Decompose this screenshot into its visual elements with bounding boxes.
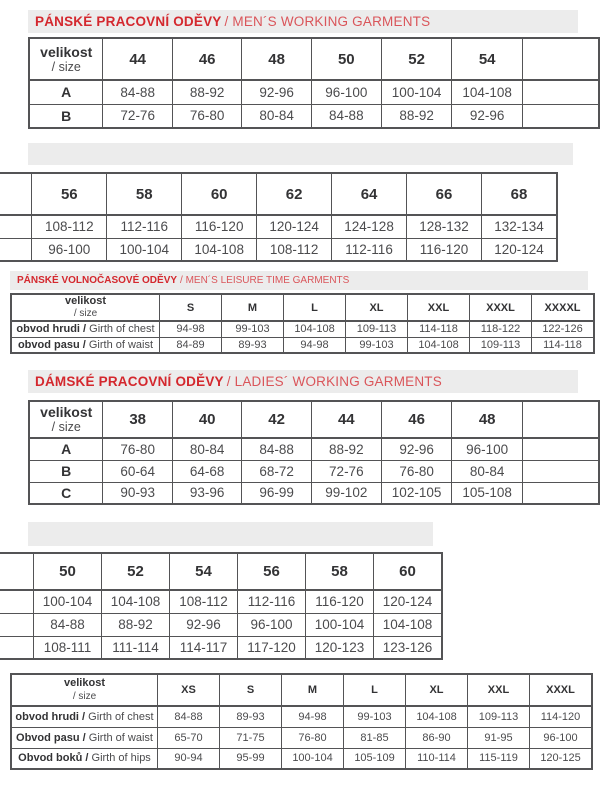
section-header-mens-working: [28, 10, 578, 33]
row-label-cz: obvod hrudi /: [15, 710, 86, 723]
row-label-cz: Obvod pasu /: [16, 731, 86, 744]
size-range-cell: 104-108: [374, 613, 443, 636]
size-column-header: S: [160, 294, 222, 321]
size-column-header: 46: [172, 38, 241, 80]
measurement-row-label: B: [29, 460, 103, 482]
size-column-header: 50: [311, 38, 381, 80]
measurement-row-label: A: [29, 438, 103, 460]
clipped-column-stub: [522, 401, 599, 438]
size-range-cell: 124-128: [332, 215, 407, 238]
size-column-header: M: [282, 674, 344, 706]
size-range-cell: 84-88: [103, 80, 172, 104]
size-range-cell: 76-80: [172, 104, 241, 128]
spacer-bar-mens: [28, 143, 573, 165]
size-range-cell: 117-120: [238, 636, 306, 659]
size-range-cell: 96-100: [452, 438, 523, 460]
table-mens-leisure-sizes: [10, 293, 595, 354]
size-range-cell: 72-76: [103, 104, 172, 128]
corner-label-en: / size: [72, 690, 97, 702]
size-column-header: XXL: [408, 294, 470, 321]
corner-label-cz: velikost: [65, 295, 106, 307]
size-column-header: XL: [406, 674, 468, 706]
row-label-cz: obvod hrudi /: [16, 323, 87, 336]
size-column-header: 54: [452, 38, 523, 80]
size-range-cell: 96-99: [242, 482, 311, 504]
row-label-en: Girth of chest: [85, 710, 154, 723]
size-column-header: XXXL: [530, 674, 593, 706]
size-range-cell: 104-108: [182, 238, 257, 261]
size-range-cell: 84-89: [160, 337, 222, 353]
size-range-cell: 120-124: [481, 238, 557, 261]
size-range-cell: 105-109: [344, 748, 406, 769]
size-range-cell: 100-104: [282, 748, 344, 769]
size-range-cell: 114-118: [532, 337, 595, 353]
size-range-cell: 84-88: [242, 438, 311, 460]
size-range-cell: 80-84: [452, 460, 523, 482]
size-column-header: M: [222, 294, 284, 321]
clipped-cell: [522, 438, 599, 460]
corner-label-cz: velikost: [64, 677, 105, 690]
section-header-ladies-working: [28, 370, 578, 393]
size-range-cell: 104-108: [408, 337, 470, 353]
size-range-cell: 128-132: [407, 215, 482, 238]
size-range-cell: 108-111: [34, 636, 102, 659]
size-range-cell: 100-104: [381, 80, 452, 104]
size-column-header: 56: [32, 173, 107, 215]
size-range-cell: 96-100: [311, 80, 381, 104]
size-range-cell: 89-93: [222, 337, 284, 353]
size-range-cell: 92-96: [242, 80, 311, 104]
size-range-cell: 100-104: [107, 238, 182, 261]
size-label-header: [11, 674, 158, 706]
corner-label-cz: velikost: [40, 43, 93, 60]
size-range-cell: 112-116: [332, 238, 407, 261]
clipped-cell: [522, 80, 599, 104]
clipped-cell: [522, 460, 599, 482]
measurement-row-label: [11, 727, 158, 748]
size-range-cell: 105-108: [452, 482, 523, 504]
size-column-header: 46: [381, 401, 452, 438]
table-mens-working-sizes-44-54: [28, 37, 600, 129]
size-range-cell: 88-92: [102, 613, 170, 636]
size-range-cell: 84-88: [34, 613, 102, 636]
size-range-cell: 99-103: [344, 706, 406, 727]
size-range-cell: 64-68: [172, 460, 241, 482]
size-range-cell: 92-96: [170, 613, 238, 636]
size-range-cell: 111-114: [102, 636, 170, 659]
size-range-cell: 76-80: [381, 460, 452, 482]
section-title-en: / LADIES´ WORKING GARMENTS: [226, 374, 442, 389]
table-mens-working-sizes-56-68: [0, 172, 558, 262]
corner-label-en: / size: [51, 420, 81, 435]
size-label-header: [29, 401, 103, 438]
size-range-cell: 120-123: [306, 636, 374, 659]
size-range-cell: 116-120: [182, 215, 257, 238]
size-column-header: 52: [102, 553, 170, 590]
size-label-header: [11, 294, 160, 321]
table-ladies-working-sizes-50-60: [0, 552, 443, 660]
size-column-header: 48: [452, 401, 523, 438]
measurement-row-label: [11, 706, 158, 727]
size-range-cell: 109-113: [470, 337, 532, 353]
size-range-cell: 120-124: [374, 590, 443, 613]
size-range-cell: 88-92: [311, 438, 381, 460]
size-range-cell: 123-126: [374, 636, 443, 659]
clipped-cell: [0, 238, 32, 261]
size-range-cell: 102-105: [381, 482, 452, 504]
size-range-cell: 94-98: [160, 321, 222, 337]
size-range-cell: 96-100: [32, 238, 107, 261]
measurement-row-label: [11, 337, 160, 353]
size-column-header: 50: [34, 553, 102, 590]
row-label-en: Girth of waist: [85, 338, 154, 351]
size-column-header: XXL: [468, 674, 530, 706]
size-column-header: L: [344, 674, 406, 706]
size-column-header: 54: [170, 553, 238, 590]
measurement-row-label: [11, 321, 160, 337]
row-label-cz: obvod pasu /: [17, 338, 86, 351]
row-label-cz: Obvod boků /: [18, 752, 89, 765]
clipped-cell: [522, 104, 599, 128]
clipped-cell: [0, 215, 32, 238]
size-range-cell: 93-96: [172, 482, 241, 504]
section-title-cz: DÁMSKÉ PRACOVNÍ ODĚVY: [35, 374, 224, 389]
size-column-header: 58: [306, 553, 374, 590]
size-range-cell: 100-104: [306, 613, 374, 636]
clipped-cell: [0, 636, 34, 659]
size-range-cell: 94-98: [284, 337, 346, 353]
size-range-cell: 114-118: [408, 321, 470, 337]
size-range-cell: 92-96: [381, 438, 452, 460]
size-range-cell: 81-85: [344, 727, 406, 748]
clipped-column-stub: [522, 38, 599, 80]
size-column-header: 48: [242, 38, 311, 80]
size-range-cell: 68-72: [242, 460, 311, 482]
size-range-cell: 86-90: [406, 727, 468, 748]
size-range-cell: 110-114: [406, 748, 468, 769]
size-range-cell: 109-113: [468, 706, 530, 727]
size-range-cell: 104-108: [406, 706, 468, 727]
size-range-cell: 96-100: [530, 727, 593, 748]
size-range-cell: 76-80: [282, 727, 344, 748]
size-range-cell: 92-96: [452, 104, 523, 128]
size-range-cell: 76-80: [103, 438, 172, 460]
size-range-cell: 112-116: [238, 590, 306, 613]
size-range-cell: 132-134: [481, 215, 557, 238]
size-range-cell: 88-92: [381, 104, 452, 128]
size-range-cell: 116-120: [407, 238, 482, 261]
clipped-column-stub: [0, 173, 32, 215]
size-range-cell: 116-120: [306, 590, 374, 613]
measurement-row-label: B: [29, 104, 103, 128]
size-column-header: 66: [407, 173, 482, 215]
size-column-header: 42: [242, 401, 311, 438]
section-header-mens-leisure: [10, 271, 588, 290]
size-column-header: 52: [381, 38, 452, 80]
section-title-cz: PÁNSKÉ VOLNOČASOVÉ ODĚVY: [17, 275, 178, 286]
size-range-cell: 96-100: [238, 613, 306, 636]
size-column-header: 44: [311, 401, 381, 438]
size-range-cell: 115-119: [468, 748, 530, 769]
size-range-cell: 80-84: [172, 438, 241, 460]
size-range-cell: 104-108: [102, 590, 170, 613]
corner-label-cz: velikost: [40, 404, 93, 421]
section-title-cz: PÁNSKÉ PRACOVNÍ ODĚVY: [35, 14, 222, 29]
size-range-cell: 108-112: [170, 590, 238, 613]
size-range-cell: 65-70: [158, 727, 220, 748]
size-column-header: 58: [107, 173, 182, 215]
size-range-cell: 122-126: [532, 321, 595, 337]
size-range-cell: 112-116: [107, 215, 182, 238]
size-label-header: [29, 38, 103, 80]
size-column-header: 56: [238, 553, 306, 590]
clipped-cell: [0, 590, 34, 613]
size-range-cell: 91-95: [468, 727, 530, 748]
size-range-cell: 109-113: [346, 321, 408, 337]
size-range-cell: 90-93: [103, 482, 172, 504]
size-range-cell: 99-102: [311, 482, 381, 504]
size-range-cell: 118-122: [470, 321, 532, 337]
size-range-cell: 60-64: [103, 460, 172, 482]
size-column-header: 60: [374, 553, 443, 590]
size-column-header: XXXL: [470, 294, 532, 321]
measurement-row-label: A: [29, 80, 103, 104]
clipped-column-stub: [0, 553, 34, 590]
section-title-en: / MEN´S LEISURE TIME GARMENTS: [180, 275, 350, 286]
size-column-header: XS: [158, 674, 220, 706]
size-range-cell: 88-92: [172, 80, 241, 104]
size-column-header: 38: [103, 401, 172, 438]
size-range-cell: 99-103: [346, 337, 408, 353]
size-column-header: XL: [346, 294, 408, 321]
measurement-row-label: [11, 748, 158, 769]
row-label-en: Girth of hips: [88, 752, 151, 765]
measurement-row-label: C: [29, 482, 103, 504]
size-range-cell: 120-124: [257, 215, 332, 238]
size-range-cell: 120-125: [530, 748, 593, 769]
size-column-header: S: [220, 674, 282, 706]
size-range-cell: 108-112: [257, 238, 332, 261]
size-range-cell: 99-103: [222, 321, 284, 337]
size-range-cell: 71-75: [220, 727, 282, 748]
row-label-en: Girth of waist: [85, 731, 153, 744]
size-range-cell: 84-88: [158, 706, 220, 727]
size-range-cell: 80-84: [242, 104, 311, 128]
section-title-en: / MEN´S WORKING GARMENTS: [224, 14, 431, 29]
size-range-cell: 104-108: [452, 80, 523, 104]
table-ladies-leisure-sizes: [10, 673, 593, 770]
corner-label-en: / size: [73, 308, 98, 320]
size-column-header: 40: [172, 401, 241, 438]
row-label-en: Girth of chest: [86, 323, 155, 336]
size-range-cell: 104-108: [284, 321, 346, 337]
size-range-cell: 114-117: [170, 636, 238, 659]
clipped-cell: [522, 482, 599, 504]
size-column-header: 44: [103, 38, 172, 80]
corner-label-en: / size: [51, 59, 81, 74]
size-column-header: XXXXL: [532, 294, 595, 321]
size-range-cell: 94-98: [282, 706, 344, 727]
size-column-header: L: [284, 294, 346, 321]
size-range-cell: 114-120: [530, 706, 593, 727]
clipped-cell: [0, 613, 34, 636]
size-column-header: 60: [182, 173, 257, 215]
size-column-header: 64: [332, 173, 407, 215]
size-range-cell: 108-112: [32, 215, 107, 238]
size-range-cell: 95-99: [220, 748, 282, 769]
size-column-header: 68: [481, 173, 557, 215]
size-range-cell: 90-94: [158, 748, 220, 769]
size-range-cell: 100-104: [34, 590, 102, 613]
size-range-cell: 89-93: [220, 706, 282, 727]
size-range-cell: 84-88: [311, 104, 381, 128]
table-ladies-working-sizes-38-48: [28, 400, 600, 505]
size-range-cell: 72-76: [311, 460, 381, 482]
size-column-header: 62: [257, 173, 332, 215]
spacer-bar-ladies: [28, 522, 433, 546]
